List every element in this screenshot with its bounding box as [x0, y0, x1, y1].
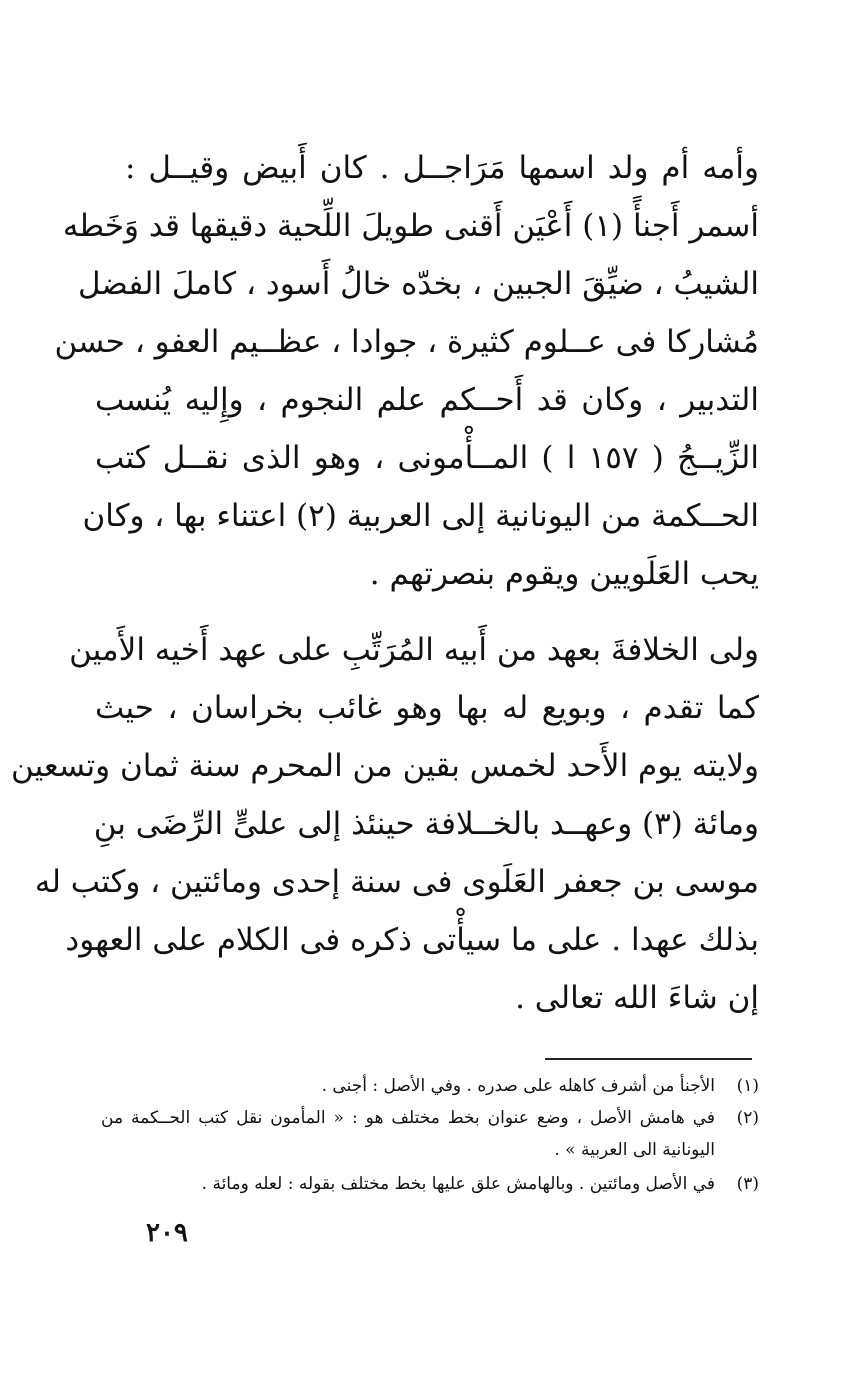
page-number: ٢٠٩ — [146, 1218, 188, 1248]
footnote-text: الأجنأ من أشرف كاهله على صدره . وفي الأصل : أجنى . — [321, 1076, 715, 1096]
text-line: الحــكمة من اليونانية إلى العربية (٢) اعتناء بها ، وكان — [82, 498, 759, 534]
footnote-2 — [95, 1106, 759, 1132]
text-line: أسمر أَجنأً (١) أَعْيَن أَقنى طويلَ اللِّحية دقيقها قد وَخَطه — [62, 208, 759, 244]
text-line: مُشاركا فى عــلوم كثيرة ، جوادا ، عظــيم العفو ، حسن — [54, 324, 759, 360]
footnote-3 — [95, 1172, 759, 1198]
footnote-text: اليونانية الى العربية » . — [554, 1140, 715, 1160]
text-line: التدبير ، وكان قد أَحــكم علم النجوم ، وإِليه يُنسب — [95, 382, 759, 418]
text-line: ولايته يوم الأَحد لخمس بقين من المحرم سنة ثمان وتسعين — [10, 748, 759, 784]
text-line: ولى الخلافةَ بعهد من أَبيه المُرَتِّبِ على عهد أَخيه الأَمين — [69, 632, 759, 668]
text-line: موسى بن جعفر العَلَوى فى سنة إحدى ومائتين ، وكتب له — [34, 864, 759, 900]
footnote-divider — [545, 1058, 752, 1060]
text-line: الزِّيــجُ ( ١٥٧ ا ) المــأْمونى ، وهو الذى نقــل كتب — [95, 440, 759, 476]
text-line: كما تقدم ، وبويع له بها وهو غائب بخراسان ، حيث — [95, 690, 759, 726]
text-line: بذلك عهدا . على ما سيأْتى ذكره فى الكلام على العهود — [65, 922, 759, 958]
text-line: يحب العَلَويين ويقوم بنصرتهم . — [369, 556, 759, 592]
footnote-2-continuation — [115, 1138, 715, 1164]
footnote-text: في هامش الأصل ، وضع عنوان بخط مختلف هو : « المأمون نقل كتب الحــكمة من — [101, 1108, 715, 1128]
footnote-1 — [95, 1074, 759, 1100]
footnote-text: في الأصل ومائتين . وبالهامش علق عليها بخط مختلف بقوله : لعله ومائة . — [201, 1174, 715, 1194]
text-line: ومائة (٣) وعهــد بالخــلافة حينئذ إلى علىٍّ الرِّضَى بنِ — [93, 806, 759, 842]
footnote-number: (٣) — [736, 1174, 759, 1194]
text-line: وأمه أم ولد اسمها مَرَاجــل . كان أَبيض وقيــل : — [125, 150, 759, 186]
footnote-number: (١) — [736, 1076, 759, 1096]
text-line: إن شاءَ الله تعالى . — [515, 980, 759, 1016]
footnote-number: (٢) — [736, 1108, 759, 1128]
text-line: الشيبُ ، ضيِّقَ الجبين ، بخدّه خالُ أَسود ، كاملَ الفضل — [77, 266, 759, 302]
